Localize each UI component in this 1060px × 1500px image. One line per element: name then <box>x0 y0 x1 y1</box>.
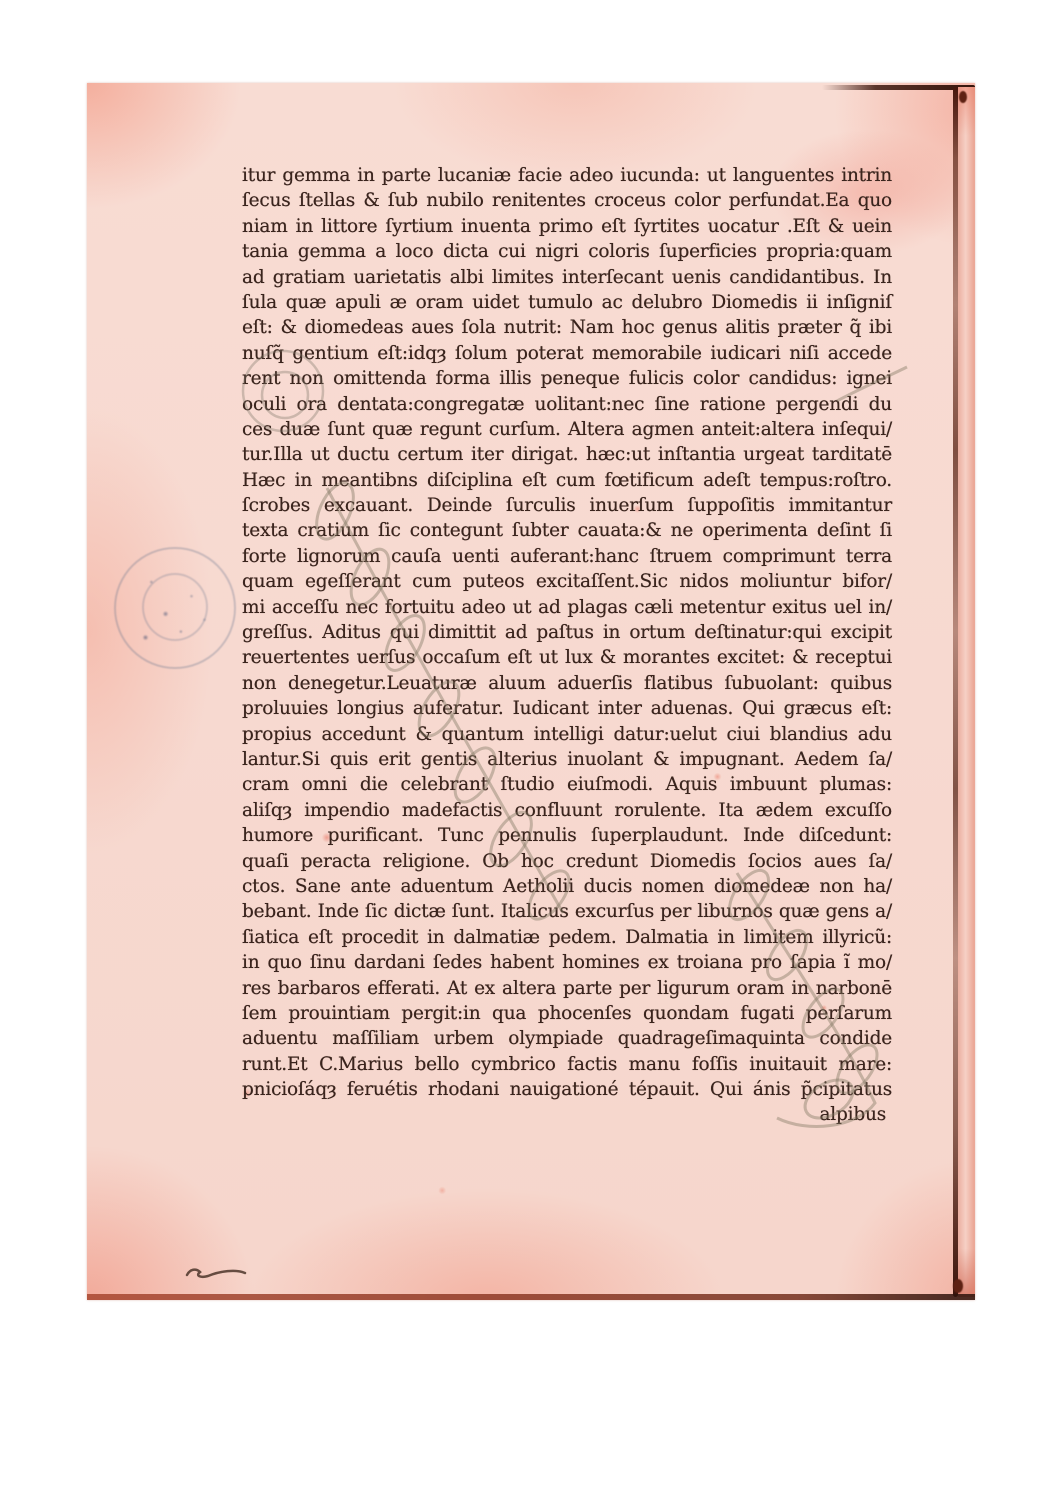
text-lines <box>242 163 892 1102</box>
library-stamp <box>114 547 236 669</box>
edge-ink-blob <box>959 91 967 103</box>
text-line-6: ſula quæ apuli æ oram uidet tumulo ac delubro Diomedis ii inſigniſ <box>242 291 892 313</box>
text-line-10: oculi ora dentata:congregatæ uolitant:nec ſine ratione pergendi du <box>242 393 892 415</box>
text-line-20: reuertentes uerſus occaſum eſt ut lux & morantes excitet: & receptui <box>242 647 892 669</box>
text-line-32: in quo ſinu dardani ſedes habent homines ex troiana pro ſapia ĩ mo/ <box>242 952 892 974</box>
text-line-27: humore purificant. Tunc pennulis ſuperplaudunt. Inde diſcedunt: <box>242 825 892 847</box>
text-line-8: nuſq̃ gentium eſt:idqȝ ſolum poterat memorabile iudicari niſi accede <box>242 342 892 364</box>
text-line-24: lantur.Si quis erit gentis alterius inuolant & impugnant. Aedem ſa/ <box>242 748 892 770</box>
text-line-34: ſem prouintiam pergit:in qua phocenſes quondam fugati perſarum <box>242 1002 892 1024</box>
text-line-19: greſſus. Aditus qui dimittit ad paſtus in ortum deſtinatur:qui excipit <box>242 622 892 644</box>
text-line-9: rent non omittenda forma illis peneque fulicis color candidus: ignei <box>242 368 892 390</box>
text-line-36: runt.Et C.Marius bello cymbrico factis manu foſſis inuitauit mare: <box>242 1053 892 1075</box>
bottom-ink-squiggle <box>187 1270 245 1277</box>
text-line-1: itur gemma in parte lucaniæ facie adeo iucunda: ut languentes intrin <box>242 165 892 186</box>
edge-ink-blob <box>953 1279 963 1293</box>
text-line-7: eſt: & diomedeas aues ſola nutrit: Nam hoc genus alitis præter q̃ ibi <box>242 317 892 339</box>
text-line-29: ctos. Sane ante aduentum Aetholii ducis nomen diomedeæ non ha/ <box>242 875 892 897</box>
text-line-16: forte lignorum cauſa uenti auferant:hanc ſtruem comprimunt terra <box>242 545 892 567</box>
page-bottom-edge <box>87 1294 975 1300</box>
text-line-28: quaſi peracta religione. Ob hoc credunt Diomedis ſocios aues ſa/ <box>242 850 892 872</box>
text-line-31: ſiatica eſt procedit in dalmatiæ pedem. Dalmatia in limitem illyricũ: <box>242 926 892 948</box>
text-line-22: proluuies longius auferatur. Iudicant inter aduenas. Qui græcus eſt: <box>242 698 892 720</box>
text-line-3: niam in littore ſyrtium inuenta primo eſt ſyrtites uocatur .Eſt & uein <box>242 215 892 237</box>
text-line-37: pnicioſáqȝ feruétis rhodani nauigationé tépauit. Qui ánis p̃cipitatus <box>242 1079 892 1101</box>
text-line-35: aduentu maſſiliam urbem olympiade quadrageſimaquinta condide <box>242 1028 892 1050</box>
text-line-12: tur.Illa ut ductu certum iter dirigat. hæc:ut inſtantia urgeat tarditatē <box>242 444 892 466</box>
book-page <box>87 83 975 1300</box>
text-line-4: tania gemma a loco dicta cui nigri coloris ſuperficies propria:quam <box>242 241 892 263</box>
text-line-18: mi acceſſu nec fortuitu adeo ut ad plagas cæli metentur exitus uel in/ <box>242 596 892 618</box>
next-leaf-edge-strip <box>958 87 975 1297</box>
text-line-17: quam egeſſerant cum puteos excitaſſent.Sic nidos moliuntur bifor/ <box>242 571 892 593</box>
text-line-14: ſcrobes excauant. Deinde ſurculis inuerſum ſuppoſitis immitantur <box>242 495 892 517</box>
text-line-5: ad gratiam uarietatis albi limites interſecant uenis candidantibus. In <box>242 266 892 288</box>
text-line-2: ſecus ſtellas & ſub nubilo renitentes croceus color perfundat.Ea quo <box>242 190 892 212</box>
text-line-13: Hæc in meantibns diſciplina eſt cum fœtificum adeſt tempus:roſtro. <box>242 469 892 491</box>
text-block <box>242 163 892 1128</box>
catchword: alpibus <box>819 1104 886 1126</box>
text-line-25: cram omni die celebrant ſtudio eiuſmodi. Aquis imbuunt plumas: <box>242 774 892 796</box>
text-line-21: non denegetur.Leuaturæ aluum aduerſis flatibus ſubuolant: quibus <box>242 672 892 694</box>
text-line-30: bebant. Inde ſic dictæ ſunt. Italicus excurſus per liburnos quæ gens a/ <box>242 901 892 923</box>
text-line-33: res barbaros efferati. At ex altera parte per ligurum oram in narbonē <box>242 977 892 999</box>
text-line-23: propius accedunt & quantum intelligi datur:uelut ciui blandius adu <box>242 723 892 745</box>
text-line-11: ces duæ ſunt quæ regunt curſum. Altera agmen anteit:altera inſequi/ <box>242 418 892 440</box>
text-line-15: texta cratium ſic contegunt ſubter cauata:& ne operimenta deſint ſi <box>242 520 892 542</box>
library-stamp-inner-ring <box>142 573 208 641</box>
text-line-26: aliſqȝ impendio madefactis confluunt rorulente. Ita ædem excuſſo <box>242 799 892 821</box>
